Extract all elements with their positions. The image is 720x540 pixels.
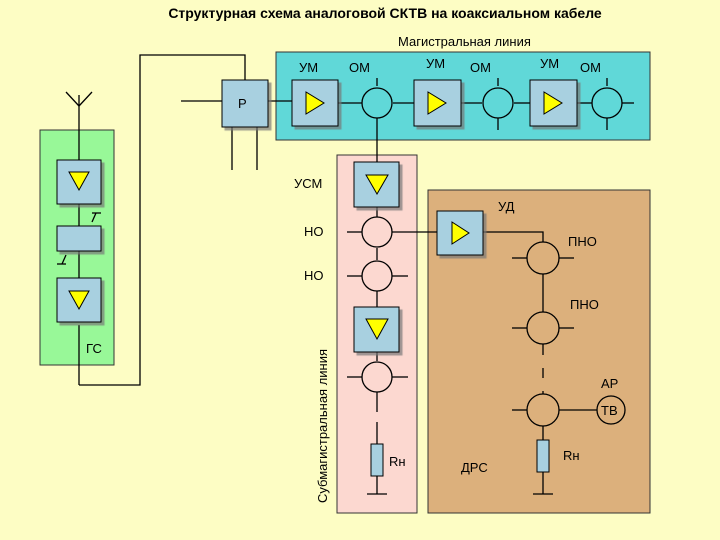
- om-label-1: ОМ: [349, 60, 370, 75]
- drs-label: ДРС: [461, 460, 488, 475]
- distribution-terminator-resistor: [537, 440, 549, 472]
- no-label-1: НО: [304, 224, 324, 239]
- um-label-1: УМ: [299, 60, 319, 75]
- no-label-2: НО: [304, 268, 324, 283]
- ud-label: УД: [498, 199, 515, 214]
- trunk-amplifier-1: [292, 80, 338, 126]
- ar-label: АР: [601, 376, 619, 391]
- distribution-amplifier-ud: [437, 211, 483, 255]
- subtrunk-amplifier-usm: [354, 162, 399, 207]
- usm-label: УСМ: [294, 176, 323, 191]
- um-label-3: УМ: [540, 56, 560, 71]
- tv-label: ТВ: [601, 403, 618, 418]
- subtrunk-line-label: Субмагистральная линия: [315, 348, 330, 503]
- head-amplifier-1: [57, 160, 101, 204]
- trunk-amplifier-2: [414, 80, 461, 126]
- rn-label-distribution: Rн: [563, 448, 580, 463]
- head-equalizer-block: [57, 226, 101, 251]
- pno-label-1: ПНО: [568, 234, 597, 249]
- om-label-3: ОМ: [580, 60, 601, 75]
- diagram-title: Структурная схема аналоговой СКТВ на коаксиальном кабеле: [168, 5, 602, 21]
- head-amplifier-2: [57, 278, 101, 322]
- trunk-amplifier-3: [530, 80, 577, 126]
- subtrunk-terminator-resistor: [371, 444, 383, 476]
- om-label-2: ОМ: [470, 60, 491, 75]
- rn-label-subtrunk: Rн: [389, 454, 406, 469]
- um-label-2: УМ: [426, 56, 446, 71]
- trunk-line-label: Магистральная линия: [398, 34, 531, 49]
- subtrunk-amplifier-2: [354, 307, 399, 352]
- pno-label-2: ПНО: [570, 297, 599, 312]
- splitter-label: Р: [238, 96, 247, 111]
- gs-label: ГС: [86, 341, 102, 356]
